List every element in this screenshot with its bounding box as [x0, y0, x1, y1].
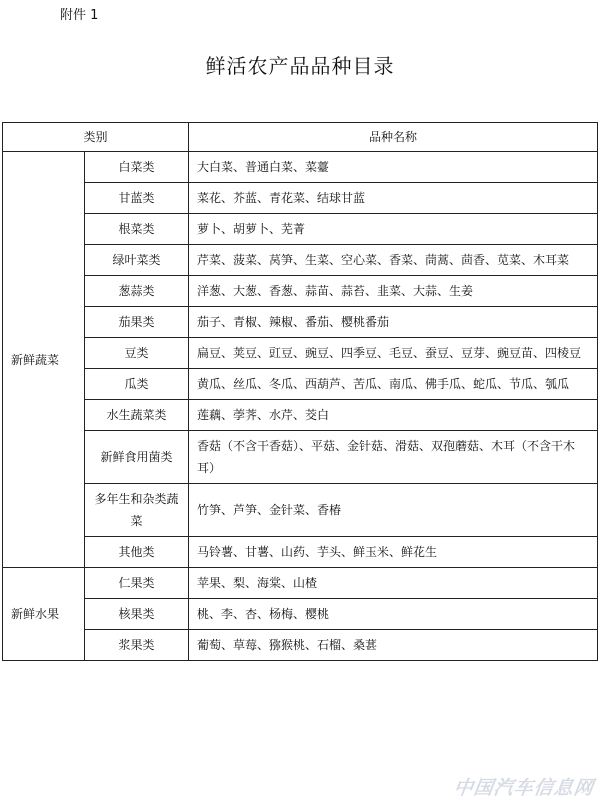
subcategory-cell: 根菜类 — [85, 214, 189, 245]
varieties-cell: 萝卜、胡萝卜、芜菁 — [189, 214, 598, 245]
subcategory-cell: 葱蒜类 — [85, 276, 189, 307]
varieties-cell: 芹菜、菠菜、莴笋、生菜、空心菜、香菜、茼蒿、茴香、苋菜、木耳菜 — [189, 245, 598, 276]
subcategory-cell: 瓜类 — [85, 369, 189, 400]
table-row — [3, 338, 598, 369]
varieties-cell: 葡萄、草莓、猕猴桃、石榴、桑葚 — [189, 630, 598, 661]
document-title: 鲜活农产品品种目录 — [205, 54, 395, 78]
subcategory-cell: 核果类 — [85, 599, 189, 630]
table-header-row — [3, 123, 598, 152]
table-row — [3, 568, 598, 599]
subcategory-cell: 白菜类 — [85, 152, 189, 183]
table-row — [3, 537, 598, 568]
varieties-cell: 莲藕、荸荠、水芹、茭白 — [189, 400, 598, 431]
varieties-cell: 大白菜、普通白菜、菜薹 — [189, 152, 598, 183]
table-row — [3, 214, 598, 245]
table-row — [3, 484, 598, 537]
varieties-cell: 茄子、青椒、辣椒、番茄、樱桃番茄 — [189, 307, 598, 338]
varieties-cell: 香菇（不含干香菇）、平菇、金针菇、滑菇、双孢蘑菇、木耳（不含干木耳） — [189, 431, 598, 484]
varieties-cell: 竹笋、芦笋、金针菜、香椿 — [189, 484, 598, 537]
table-row — [3, 431, 598, 484]
table-row — [3, 630, 598, 661]
category-fresh-vegetables: 新鲜蔬菜 — [3, 152, 85, 568]
variety-catalog-table — [2, 122, 598, 661]
subcategory-cell: 水生蔬菜类 — [85, 400, 189, 431]
subcategory-cell: 甘蓝类 — [85, 183, 189, 214]
annex-label: 附件 1 — [60, 8, 99, 23]
table-row — [3, 183, 598, 214]
table-row — [3, 599, 598, 630]
header-varieties: 品种名称 — [189, 123, 598, 152]
varieties-cell: 菜花、芥蓝、青花菜、结球甘蓝 — [189, 183, 598, 214]
table-row — [3, 307, 598, 338]
header-category: 类别 — [3, 123, 189, 152]
subcategory-cell: 仁果类 — [85, 568, 189, 599]
table-row — [3, 276, 598, 307]
varieties-cell: 扁豆、荚豆、豇豆、豌豆、四季豆、毛豆、蚕豆、豆芽、豌豆苗、四棱豆 — [189, 338, 598, 369]
subcategory-cell: 多年生和杂类蔬菜 — [85, 484, 189, 537]
site-watermark: 中国汽车信息网 — [452, 777, 596, 799]
subcategory-cell: 茄果类 — [85, 307, 189, 338]
subcategory-cell: 绿叶菜类 — [85, 245, 189, 276]
varieties-cell: 黄瓜、丝瓜、冬瓜、西葫芦、苦瓜、南瓜、佛手瓜、蛇瓜、节瓜、瓠瓜 — [189, 369, 598, 400]
varieties-cell: 洋葱、大葱、香葱、蒜苗、蒜苔、韭菜、大蒜、生姜 — [189, 276, 598, 307]
table-row — [3, 152, 598, 183]
table-row — [3, 369, 598, 400]
subcategory-cell: 豆类 — [85, 338, 189, 369]
category-fresh-fruits: 新鲜水果 — [3, 568, 85, 661]
subcategory-cell: 浆果类 — [85, 630, 189, 661]
subcategory-cell: 新鲜食用菌类 — [85, 431, 189, 484]
subcategory-cell: 其他类 — [85, 537, 189, 568]
varieties-cell: 苹果、梨、海棠、山楂 — [189, 568, 598, 599]
table-row — [3, 400, 598, 431]
table-row — [3, 245, 598, 276]
varieties-cell: 马铃薯、甘薯、山药、芋头、鲜玉米、鲜花生 — [189, 537, 598, 568]
varieties-cell: 桃、李、杏、杨梅、樱桃 — [189, 599, 598, 630]
